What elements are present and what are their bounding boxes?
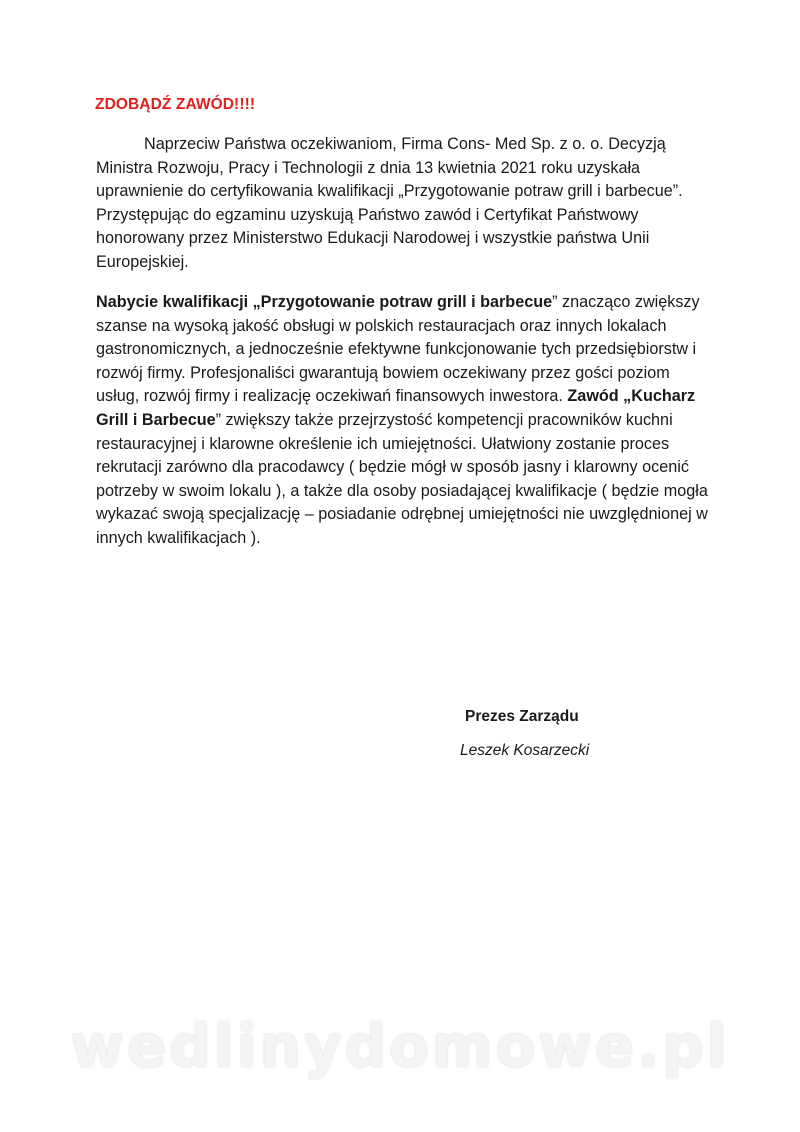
- paragraph-intro: Naprzeciw Państwa oczekiwaniom, Firma Cons- Med Sp. z o. o. Decyzją Ministra Rozwoju, Pracy i Technologii z dnia 13 kwietnia 2021 roku uzyskała uprawnienie do certyfikowania kwalifikacji „Przygotowanie potraw grill i barbecue”. Przystępując do egzaminu uzyskują Państwo zawód i Certyfikat Państwowy honorowany przez Ministerstwo Edukacji Narodowej i wszystkie państwa Unii Europejskiej.: [96, 135, 683, 271]
- paragraph-qualification: [96, 291, 708, 551]
- signature-name: Leszek Kosarzecki: [460, 742, 590, 759]
- bold-qualification-name: Nabycie kwalifikacji „Przygotowanie potraw grill i barbecue: [96, 293, 553, 311]
- bold-profession-name: Zawód „Kucharz Grill i Barbecue: [96, 387, 696, 429]
- paragraph-text-b: ” zwiększy także przejrzystość kompetencji pracowników kuchni restauracyjnej i klarowne określenie ich umiejętności. Ułatwiony zostanie proces rekrutacji zarówno dla pracodawcy ( będzie mógł w sposób jasny i klarowny ocenić potrzeby w swoim lokalu ), a także dla osoby posiadającej kwalifikacje ( będzie mogła wykazać swoją specjalizację – posiadanie odrębnej umiejętności nie uwzględnionej w innych kwalifikacjach ).: [96, 410, 708, 547]
- watermark-text: wedlinydomowe.pl: [70, 1012, 730, 1080]
- signature-title: Prezes Zarządu: [465, 708, 579, 725]
- paragraph-text-a: ” znacząco zwiększy szanse na wysoką jakość obsługi w polskich restauracjach oraz innych lokalach gastronomicznych, a jednocześnie efektywne funkcjonowanie tych przedsiębiorstw i rozwój firmy. Profesjonaliści gwarantują bowiem oczekiwany przez gości poziom usług, rozwój firmy i realizację oczekiwań finansowych inwestora.: [96, 293, 700, 406]
- document-heading: ZDOBĄDŹ ZAWÓD!!!!: [95, 96, 256, 113]
